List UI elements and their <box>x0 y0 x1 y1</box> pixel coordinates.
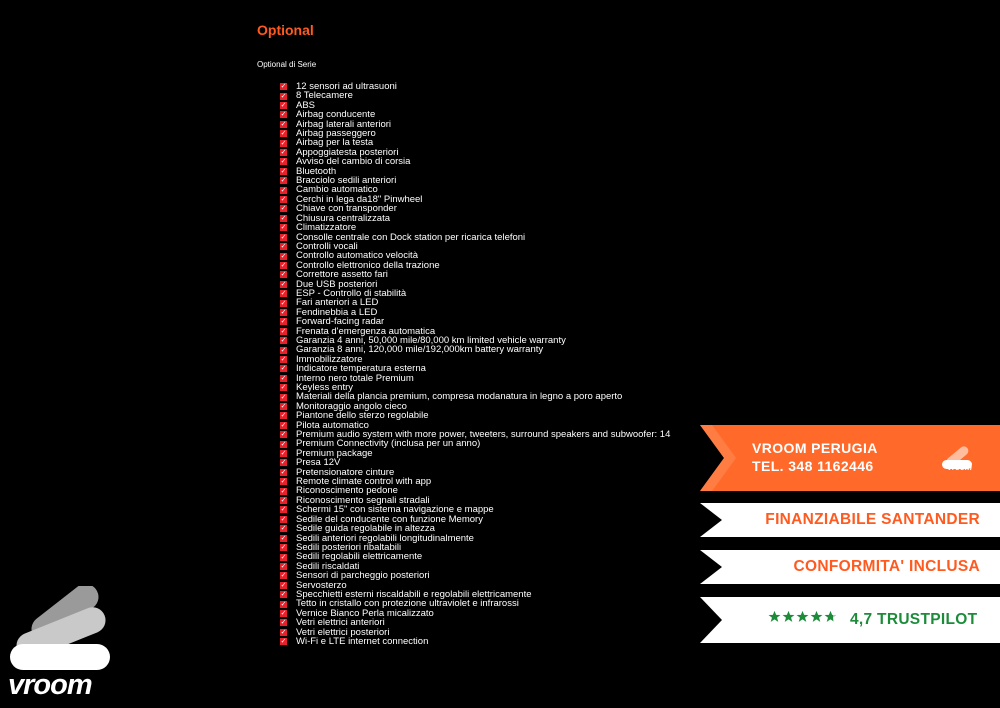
checkbox-icon: ✓ <box>280 487 287 495</box>
optional-label: Indicatore temperatura esterna <box>296 363 426 375</box>
optional-label: Appoggiatesta posteriori <box>296 146 399 158</box>
optional-label: Airbag laterali anteriori <box>296 118 392 130</box>
checkbox-icon: ✓ <box>280 638 287 646</box>
optional-label: Servosterzo <box>296 579 347 591</box>
financing-text: FINANZIABILE SANTANDER <box>765 511 980 528</box>
optional-label: Materiali della plancia premium, compresa modanatura in legno a poro aperto <box>296 391 623 403</box>
optional-label: Fari anteriori a LED <box>296 297 379 309</box>
checkbox-icon: ✓ <box>280 111 287 119</box>
optional-item <box>280 157 670 166</box>
conformity-banner[interactable] <box>700 550 1000 584</box>
checkbox-icon: ✓ <box>280 214 287 222</box>
brand-logo-text: vroom <box>8 669 92 701</box>
checkbox-icon: ✓ <box>280 318 287 326</box>
optional-label: Piantone dello sterzo regolabile <box>296 410 429 422</box>
checkbox-icon: ✓ <box>280 421 287 429</box>
optional-label: Riconoscimento segnali stradali <box>296 494 430 506</box>
checkbox-icon: ✓ <box>280 497 287 505</box>
optional-label: Bluetooth <box>296 165 337 177</box>
checkbox-icon: ✓ <box>280 149 287 157</box>
optional-label: Controllo automatico velocità <box>296 250 418 262</box>
checkbox-icon: ✓ <box>280 186 287 194</box>
checkbox-icon: ✓ <box>280 572 287 580</box>
checkbox-icon: ✓ <box>280 506 287 514</box>
optional-label: 12 sensori ad ultrasuoni <box>296 81 397 92</box>
section-subtitle: Optional di Serie <box>257 60 317 69</box>
optional-label: Controllo elettronico della trazione <box>296 259 440 271</box>
star-icon <box>824 610 837 623</box>
checkbox-icon: ✓ <box>280 628 287 636</box>
optional-label: Avviso del cambio di corsia <box>296 156 411 168</box>
optional-label: Airbag conducente <box>296 109 376 121</box>
checkbox-icon: ✓ <box>280 224 287 232</box>
optional-label: Riconoscimento pedone <box>296 485 398 497</box>
optional-label: Cerchi in lega da18" Pinwheel <box>296 193 423 205</box>
optional-label: Airbag passeggero <box>296 128 376 140</box>
checkbox-icon: ✓ <box>280 83 287 91</box>
optional-label: 8 Telecamere <box>296 90 353 102</box>
checkbox-icon: ✓ <box>280 102 287 110</box>
contact-line1: VROOM PERUGIA <box>752 440 878 456</box>
checkbox-icon: ✓ <box>280 403 287 411</box>
checkbox-icon: ✓ <box>280 92 287 100</box>
section-title: Optional <box>257 22 314 38</box>
optional-label: Sedile del conducente con funzione Memory <box>296 513 483 525</box>
optional-label: ESP - Controllo di stabilità <box>296 287 407 299</box>
trustpilot-text: 4,7 TRUSTPILOT <box>850 611 978 628</box>
optional-item <box>280 637 670 646</box>
trustpilot-stars <box>768 610 838 623</box>
checkbox-icon: ✓ <box>280 252 287 260</box>
optional-label: Garanzia 8 anni, 120,000 mile/192,000km battery warranty <box>296 344 544 356</box>
checkbox-icon: ✓ <box>280 591 287 599</box>
optional-label: Monitoraggio angolo cieco <box>296 400 407 412</box>
financing-banner[interactable] <box>700 503 1000 537</box>
optional-label: Sedili posteriori ribaltabili <box>296 541 402 553</box>
vroom-brand-logo-icon <box>6 586 114 672</box>
optional-label: Frenata d'emergenza automatica <box>296 325 436 337</box>
checkbox-icon: ✓ <box>280 120 287 128</box>
optional-label: Fendinebbia a LED <box>296 306 378 318</box>
checkbox-icon: ✓ <box>280 261 287 269</box>
optional-label: Climatizzatore <box>296 222 357 234</box>
optional-label: Specchietti esterni riscaldabili e regolabili elettricamente <box>296 588 532 600</box>
optional-label: Premium audio system with more power, tweeters, surround speakers and subwoofer: 14 <box>296 429 671 441</box>
optional-label: Schermi 15" con sistema navigazione e mappe <box>296 504 494 516</box>
checkbox-icon: ✓ <box>280 440 287 448</box>
optional-label: Wi-Fi e LTE internet connection <box>296 635 429 647</box>
checkbox-icon: ✓ <box>280 562 287 570</box>
checkbox-icon: ✓ <box>280 337 287 345</box>
optional-list <box>280 82 670 646</box>
checkbox-icon: ✓ <box>280 412 287 420</box>
optional-label: Sedile guida regolabile in altezza <box>296 523 435 535</box>
optional-label: Correttore assetto fari <box>296 269 388 281</box>
optional-label: Interno nero totale Premium <box>296 372 414 384</box>
optional-label: Sedili anteriori regolabili longitudinalmente <box>296 532 474 544</box>
checkbox-icon: ✓ <box>280 609 287 617</box>
contact-line2: TEL. 348 1162446 <box>752 458 874 474</box>
checkbox-icon: ✓ <box>280 515 287 523</box>
optional-label: Presa 12V <box>296 457 341 469</box>
checkbox-icon: ✓ <box>280 619 287 627</box>
optional-label: Chiave con transponder <box>296 203 397 215</box>
optional-label: Remote climate control with app <box>296 476 432 488</box>
star-icon <box>796 610 809 623</box>
optional-label: Due USB posteriori <box>296 278 378 290</box>
star-icon <box>810 610 823 623</box>
optional-label: Cambio automatico <box>296 184 378 196</box>
checkbox-icon: ✓ <box>280 393 287 401</box>
optional-label: Premium package <box>296 447 373 459</box>
checkbox-icon: ✓ <box>280 299 287 307</box>
checkbox-icon: ✓ <box>280 327 287 335</box>
optional-label: Sensori di parcheggio posteriori <box>296 570 430 582</box>
optional-label: Pilota automatico <box>296 419 369 431</box>
checkbox-icon: ✓ <box>280 196 287 204</box>
checkbox-icon: ✓ <box>280 233 287 241</box>
optional-label: Vernice Bianco Perla micalizzato <box>296 607 434 619</box>
checkbox-icon: ✓ <box>280 525 287 533</box>
checkbox-icon: ✓ <box>280 205 287 213</box>
checkbox-icon: ✓ <box>280 581 287 589</box>
optional-label: Sedili regolabili elettricamente <box>296 551 423 563</box>
optional-label: Vetri elettrici posteriori <box>296 626 390 638</box>
optional-label: Vetri elettrici anteriori <box>296 617 385 629</box>
optional-label: Pretensionatore cinture <box>296 466 395 478</box>
checkbox-icon: ✓ <box>280 243 287 251</box>
checkbox-icon: ✓ <box>280 177 287 185</box>
optional-label: Sedili riscaldati <box>296 560 360 572</box>
star-icon <box>782 610 795 623</box>
checkbox-icon: ✓ <box>280 158 287 166</box>
optional-label: Keyless entry <box>296 382 354 393</box>
optional-label: Controlli vocali <box>296 240 358 252</box>
optional-label: Tetto in cristallo con protezione ultraviolet e infrarossi <box>296 598 519 610</box>
optional-label: Premium Connectivity (inclusa per un anno) <box>296 438 481 450</box>
checkbox-icon: ✓ <box>280 139 287 147</box>
checkbox-icon: ✓ <box>280 271 287 279</box>
optional-label: Garanzia 4 anni, 50,000 mile/80,000 km limited vehicle warranty <box>296 334 566 346</box>
checkbox-icon: ✓ <box>280 167 287 175</box>
checkbox-icon: ✓ <box>280 478 287 486</box>
checkbox-icon: ✓ <box>280 431 287 439</box>
checkbox-icon: ✓ <box>280 534 287 542</box>
checkbox-icon: ✓ <box>280 468 287 476</box>
checkbox-icon: ✓ <box>280 130 287 138</box>
optional-label: Immobilizzatore <box>296 353 363 365</box>
optional-label: Bracciolo sedili anteriori <box>296 175 397 187</box>
optional-label: ABS <box>296 99 316 111</box>
optional-label: Forward-facing radar <box>296 316 385 328</box>
checkbox-icon: ✓ <box>280 374 287 382</box>
mini-logo-text: vroom <box>947 463 972 472</box>
checkbox-icon: ✓ <box>280 355 287 363</box>
checkbox-icon: ✓ <box>280 280 287 288</box>
checkbox-icon: ✓ <box>280 553 287 561</box>
checkbox-icon: ✓ <box>280 365 287 373</box>
contact-text <box>752 439 878 475</box>
checkbox-icon: ✓ <box>280 600 287 608</box>
checkbox-icon: ✓ <box>280 450 287 458</box>
checkbox-icon: ✓ <box>280 544 287 552</box>
trustpilot-banner[interactable] <box>700 597 1000 643</box>
checkbox-icon: ✓ <box>280 346 287 354</box>
optional-item <box>280 91 670 100</box>
checkbox-icon: ✓ <box>280 290 287 298</box>
optional-label: Consolle centrale con Dock station per ricarica telefoni <box>296 231 526 243</box>
optional-label: Airbag per la testa <box>296 137 374 149</box>
conformity-text: CONFORMITA' INCLUSA <box>793 558 980 575</box>
contact-banner[interactable] <box>700 425 1000 491</box>
optional-label: Chiusura centralizzata <box>296 212 390 224</box>
checkbox-icon: ✓ <box>280 308 287 316</box>
checkbox-icon: ✓ <box>280 459 287 467</box>
checkbox-icon: ✓ <box>280 384 287 392</box>
star-icon <box>768 610 781 623</box>
